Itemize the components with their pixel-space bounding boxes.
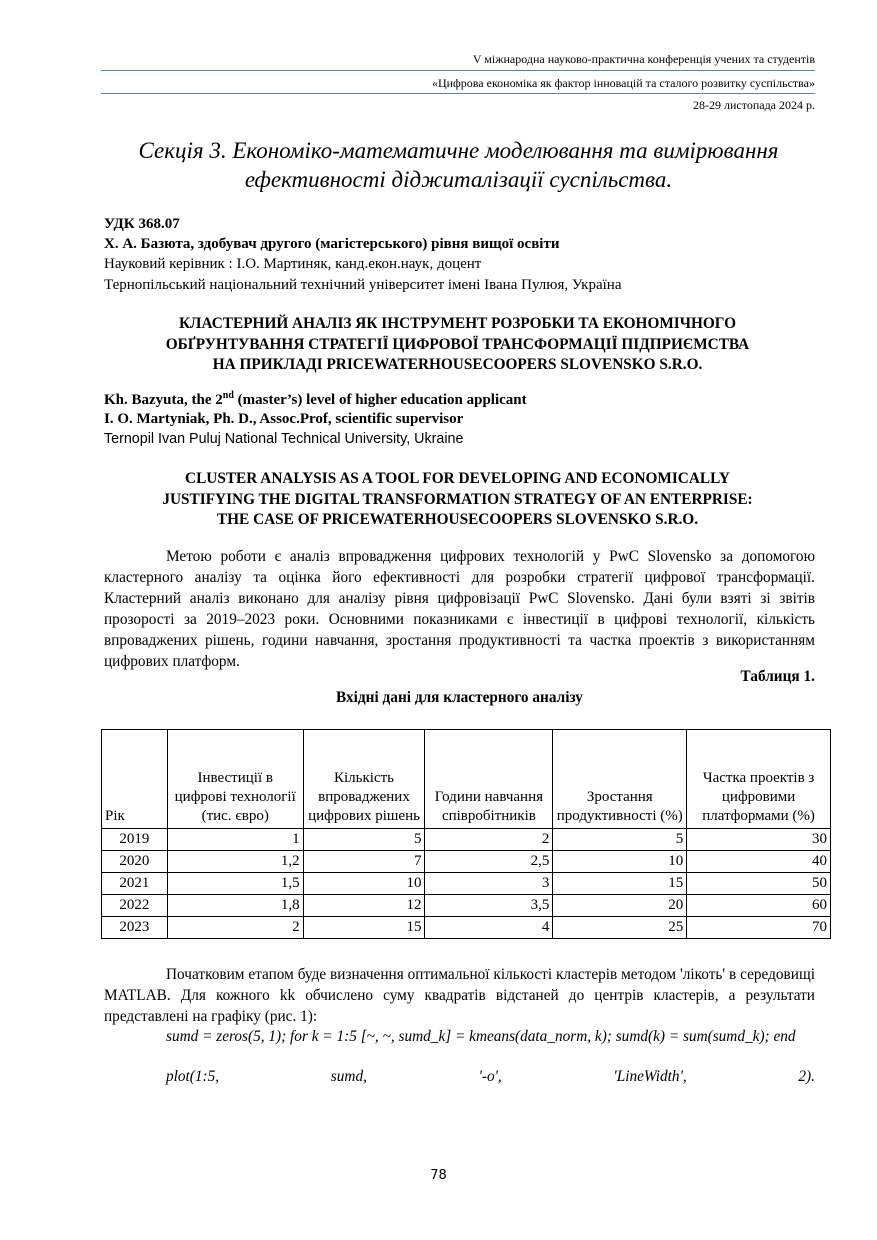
table-cell: 2019 xyxy=(102,829,168,851)
matlab-code-line2 xyxy=(166,1068,815,1086)
table-cell: 2023 xyxy=(102,917,168,939)
author-en-pre: Kh. Bazyuta, the 2 xyxy=(104,392,223,408)
code-token: 2). xyxy=(798,1068,815,1085)
table-cell: 2022 xyxy=(102,895,168,917)
table-cell: 5 xyxy=(303,829,425,851)
supervisor-ua: Науковий керівник : І.О. Мартиняк, канд.екон.наук, доцент xyxy=(104,256,482,272)
col-header-platform-share: Частка проектів з цифровими платформами (%) xyxy=(687,730,831,829)
table-cell: 40 xyxy=(687,851,831,873)
conference-header-line1: V міжнародна науково-практична конференція учених та студентів xyxy=(472,52,815,66)
method-paragraph: Початковим етапом буде визначення оптимальної кількості кластерів методом 'лікоть' в середовищі MATLAB. Для кожного kk обчислено суму квадратів відстаней до центрів кластерів, а результати представлені на графіку (рис. 1): xyxy=(104,966,815,1025)
code-token: sumd, xyxy=(330,1068,367,1085)
udk-code: УДК 368.07 xyxy=(104,216,180,232)
input-data-table xyxy=(101,729,831,939)
author-ua: Х. А. Базюта, здобувач другого (магістерського) рівня вищої освіти xyxy=(104,236,560,252)
matlab-code-line1: sumd = zeros(5, 1); for k = 1:5 [~, ~, sumd_k] = kmeans(data_norm, k); sumd(k) = sum(sumd_k); end xyxy=(166,1028,796,1045)
table-header-row xyxy=(102,730,831,829)
table-cell: 5 xyxy=(553,829,687,851)
table-cell: 12 xyxy=(303,895,425,917)
table-cell: 60 xyxy=(687,895,831,917)
code-token: '-o', xyxy=(478,1068,502,1085)
header-rule-1 xyxy=(101,70,815,71)
table-cell: 7 xyxy=(303,851,425,873)
col-header-investments: Інвестиції в цифрові технології (тис. євро) xyxy=(167,730,303,829)
table-cell: 15 xyxy=(303,917,425,939)
header-rule-2 xyxy=(101,93,815,94)
title-en-line1: CLUSTER ANALYSIS AS A TOOL FOR DEVELOPING AND ECONOMICALLY xyxy=(185,470,730,487)
author-en xyxy=(104,390,527,409)
affiliation-ua: Тернопільський національний технічний університет імені Івана Пулюя, Україна xyxy=(104,277,622,293)
table-cell: 50 xyxy=(687,873,831,895)
table-cell: 3 xyxy=(425,873,553,895)
table-cell: 1,8 xyxy=(167,895,303,917)
table-row xyxy=(102,895,831,917)
col-header-training-hours: Години навчання співробітників xyxy=(425,730,553,829)
table-cell: 2021 xyxy=(102,873,168,895)
col-header-solutions: Кількість впроваджених цифрових рішень xyxy=(303,730,425,829)
table-row xyxy=(102,851,831,873)
table-cell: 1 xyxy=(167,829,303,851)
title-en-line3: THE CASE OF PRICEWATERHOUSECOOPERS SLOVENSKO S.R.O. xyxy=(216,511,699,528)
section-heading-line2: ефективності діджиталізації суспільства. xyxy=(244,167,673,192)
title-ua-line2: ОБҐРУНТУВАННЯ СТРАТЕГІЇ ЦИФРОВОЇ ТРАНСФОРМАЦІЇ ПІДПРИЄМСТВА xyxy=(165,335,750,353)
conference-date: 28-29 листопада 2024 р. xyxy=(693,98,815,112)
table-cell: 4 xyxy=(425,917,553,939)
table-cell: 25 xyxy=(553,917,687,939)
code-token: 'LineWidth', xyxy=(613,1068,687,1085)
intro-paragraph: Метою роботи є аналіз впровадження цифрових технологій у PwC Slovensko за допомогою кластерного аналізу та оцінка його ефективності для розробки стратегії цифрової трансформації. Кластерний аналіз виконано для аналізу рівня цифровізації PwC Slovensko. Дані були взяті зі звітів прозорості за 2019–2023 роки. Основними показниками є інвестиції в цифрові технології, кількість впроваджених рішень, години навчання, зростання продуктивності та частка проектів з використанням цифрових платформ. xyxy=(104,548,815,670)
table-caption: Вхідні дані для кластерного аналізу xyxy=(336,689,583,706)
conference-header-line2: «Цифрова економіка як фактор інновацій та сталого розвитку суспільства» xyxy=(431,76,815,90)
affiliation-en: Ternopil Ivan Puluj National Technical University, Ukraine xyxy=(104,431,464,447)
table-cell: 2 xyxy=(425,829,553,851)
col-header-productivity: Зростання продуктивності (%) xyxy=(553,730,687,829)
table-row xyxy=(102,917,831,939)
author-en-post: (master’s) level of higher education applicant xyxy=(233,392,527,408)
table-cell: 10 xyxy=(553,851,687,873)
table-cell: 2,5 xyxy=(425,851,553,873)
table-label: Таблиця 1. xyxy=(740,668,815,685)
paper-title-ua xyxy=(90,314,825,376)
table-cell: 20 xyxy=(553,895,687,917)
table-cell: 2 xyxy=(167,917,303,939)
table-row xyxy=(102,829,831,851)
table-cell: 70 xyxy=(687,917,831,939)
section-heading-line1: Секція 3. Економіко-математичне моделювання та вимірювання xyxy=(138,138,779,163)
table-cell: 30 xyxy=(687,829,831,851)
section-heading xyxy=(100,136,817,194)
title-en-line2: JUSTIFYING THE DIGITAL TRANSFORMATION STRATEGY OF AN ENTERPRISE: xyxy=(162,490,753,508)
title-ua-line3: НА ПРИКЛАДІ PRICEWATERHOUSECOOPERS SLOVENSKO S.R.O. xyxy=(212,356,703,373)
supervisor-en: I. O. Martyniak, Ph. D., Assoc.Prof, scientific supervisor xyxy=(104,411,464,427)
table-cell: 1,2 xyxy=(167,851,303,873)
table-cell: 1,5 xyxy=(167,873,303,895)
table-cell: 10 xyxy=(303,873,425,895)
col-header-year: Рік xyxy=(102,730,168,829)
author-en-sup: nd xyxy=(222,390,234,401)
table-cell: 3,5 xyxy=(425,895,553,917)
title-ua-line1: КЛАСТЕРНИЙ АНАЛІЗ ЯК ІНСТРУМЕНТ РОЗРОБКИ ТА ЕКОНОМІЧНОГО xyxy=(178,315,737,332)
table-row xyxy=(102,873,831,895)
table-cell: 2020 xyxy=(102,851,168,873)
paper-title-en xyxy=(90,469,825,531)
page-number: 78 xyxy=(430,1168,447,1183)
code-token: plot(1:5, xyxy=(166,1068,220,1085)
table-cell: 15 xyxy=(553,873,687,895)
